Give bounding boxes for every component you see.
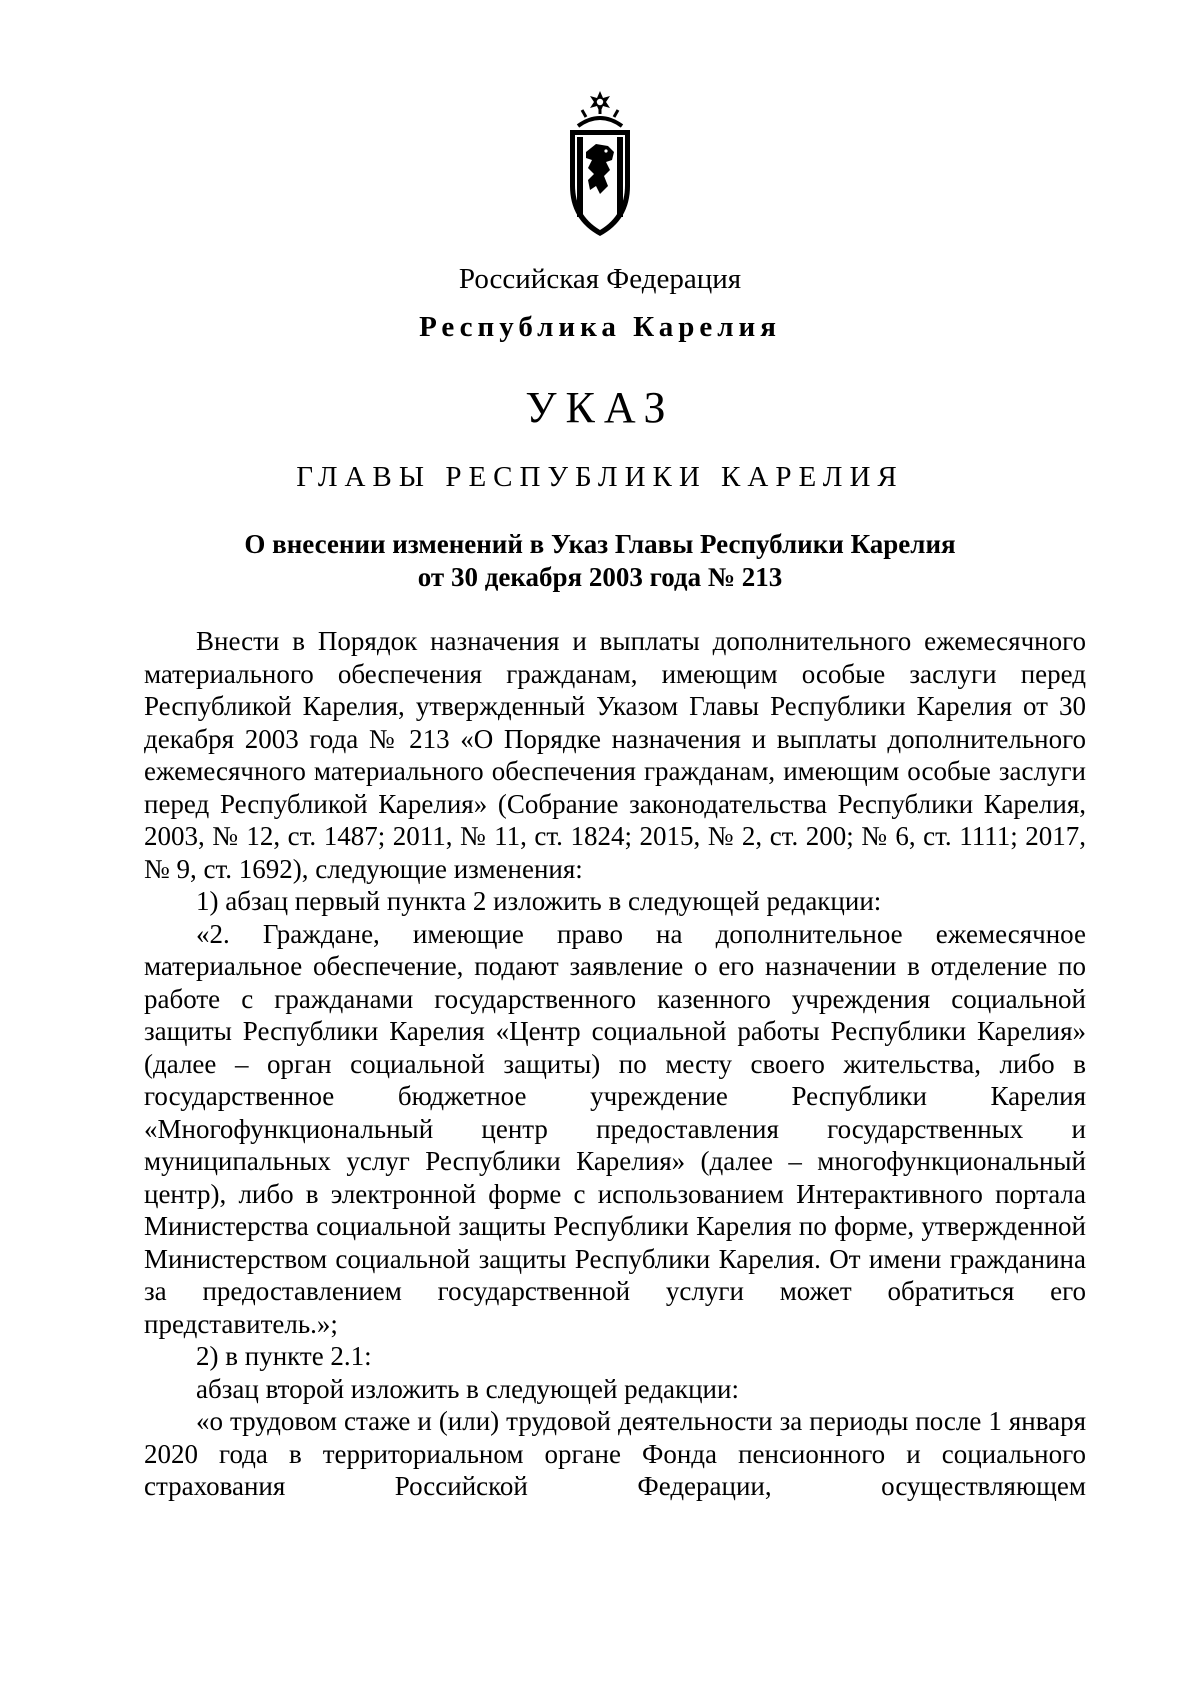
document-type: УКАЗ xyxy=(525,383,675,432)
document-body xyxy=(144,625,1086,1503)
document-title xyxy=(0,528,1200,594)
coat-of-arms-emblem xyxy=(566,90,634,238)
body-paragraph: «2. Граждане, имеющие право на дополнительное ежемесячное материальное обеспечение, подают заявление о его назначении в отделение по работе с гражданами государственного казенного учреждения социальной защиты Республики Карелия «Центр социальной работы Республики Карелия» (далее – орган социальной защиты) по месту своего жительства, либо в государственное бюджетное учреждение Республики Карелия «Многофункциональный центр предоставления государственных и муниципальных услуг Республики Карелия» (далее – многофункциональный центр), либо в электронной форме с использованием Интерактивного портала Министерства социальной защиты Республики Карелия по форме, утвержденной Министерством социальной защиты Республики Карелия. От имени гражданина за предоставлением государственной услуги может обратиться его представитель.»; xyxy=(144,918,1086,1339)
document-title-line-2: от 30 декабря 2003 года № 213 xyxy=(417,562,783,592)
body-paragraph: «о трудовом стаже и (или) трудовой деятельности за периоды после 1 января 2020 года в территориальном органе Фонда пенсионного и социального страхования Российской Федерации, осуществляющем xyxy=(144,1406,1086,1501)
body-paragraph: абзац второй изложить в следующей редакции: xyxy=(196,1373,739,1404)
body-paragraph: 1) абзац первый пункта 2 изложить в следующей редакции: xyxy=(196,886,882,916)
document-issuer: ГЛАВЫ РЕСПУБЛИКИ КАРЕЛИЯ xyxy=(296,461,904,493)
body-paragraph: 2) в пункте 2.1: xyxy=(196,1341,372,1371)
document-title-line-1: О внесении изменений в Указ Главы Республики Карелия xyxy=(244,529,956,559)
country-name: Российская Федерация xyxy=(458,263,742,295)
body-paragraph: Внести в Порядок назначения и выплаты дополнительного ежемесячного материального обеспечения гражданам, имеющим особые заслуги перед Республикой Карелия, утвержденный Указом Главы Республики Карелия от 30 декабря 2003 года № 213 «О Порядке назначения и выплаты дополнительного ежемесячного материального обеспечения гражданам, имеющим особые заслуги перед Республикой Карелия» (Собрание законодательства Республики Карелия, 2003, № 12, ст. 1487; 2011, № 11, ст. 1824; 2015, № 2, ст. 200; № 6, ст. 1111; 2017, № 9, ст. 1692), следующие изменения: xyxy=(144,626,1086,884)
republic-name: Республика Карелия xyxy=(419,311,781,343)
